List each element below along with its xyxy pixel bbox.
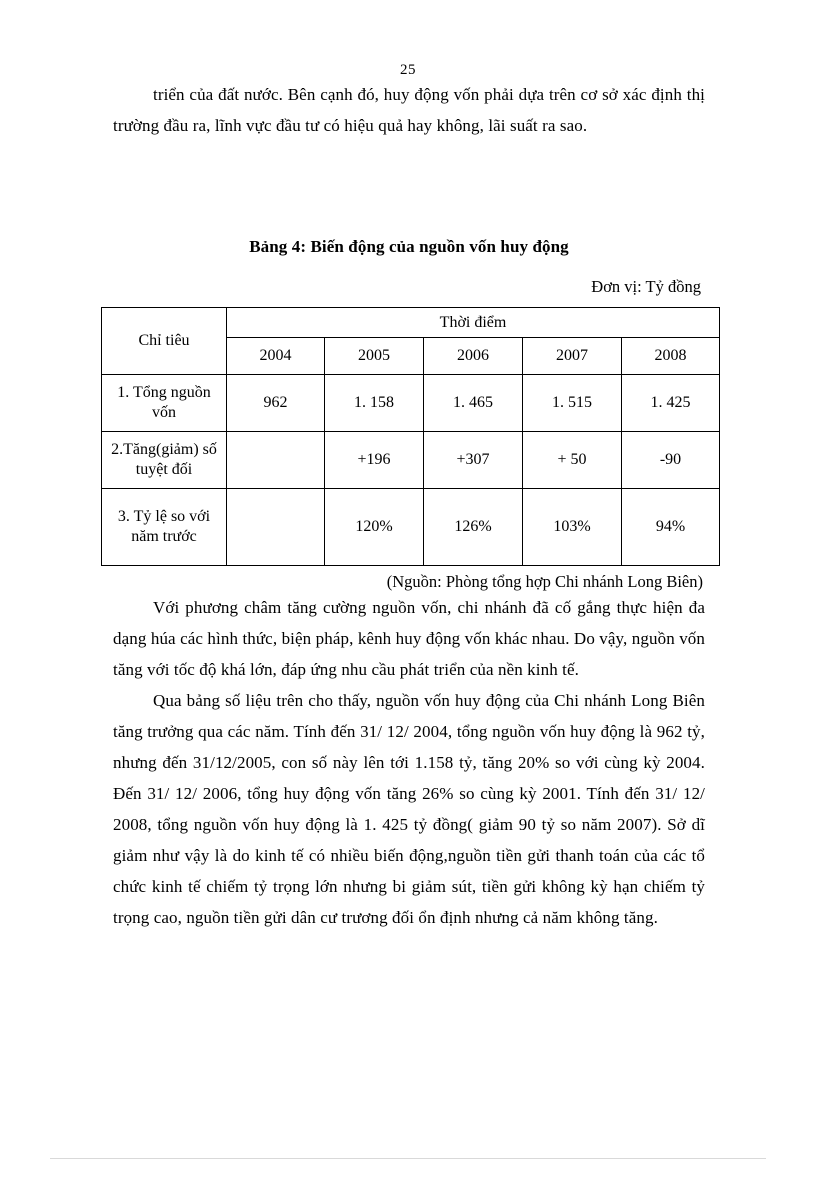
year-cell-2008: 2008 — [622, 338, 720, 375]
cell-total-2007: 1. 515 — [523, 375, 622, 432]
table-row — [102, 375, 720, 432]
cell-total-2006: 1. 465 — [424, 375, 523, 432]
capital-mobilization-table — [101, 307, 720, 566]
cell-total-2008: 1. 425 — [622, 375, 720, 432]
year-cell-2007: 2007 — [523, 338, 622, 375]
paragraph-intro: triển của đất nước. Bên cạnh đó, huy động vốn phải dựa trên cơ sở xác định thị trường đầu ra, lĩnh vực đầu tư có hiệu quả hay không, lãi suất ra sao. — [113, 85, 705, 135]
row-label-absolute-change: 2.Tăng(giảm) số tuyệt đối — [102, 432, 227, 489]
cell-ratio-2006: 126% — [424, 489, 523, 566]
page-number: 25 — [400, 62, 416, 78]
cell-ratio-2007: 103% — [523, 489, 622, 566]
footer-divider — [50, 1158, 766, 1159]
year-cell-2005: 2005 — [325, 338, 424, 375]
table-header-row — [102, 308, 720, 338]
paragraph-analysis-2: Qua bảng số liệu trên cho thấy, nguồn vốn huy động của Chi nhánh Long Biên tăng trưởng qua các năm. Tính đến 31/ 12/ 2004, tổng nguồn vốn huy động là 962 tỷ, nhưng đến 31/12/2005, con số này lên tới 1.158 tỷ, tăng 20% so với cùng kỳ 2004. Đến 31/ 12/ 2006, tổng huy động vốn tăng 26% so cùng kỳ 2001. Tính đến 31/ 12/ 2008, tổng nguồn vốn huy động là 1. 425 tỷ đồng( giảm 90 tỷ so năm 2007). Sở dĩ giảm như vậy là do kinh tế có nhiều biến động,nguồn tiền gửi thanh toán của các tổ chức kinh tế chiếm tỷ trọng lớn nhưng bi giảm sút, tiền gửi không kỳ hạn chiếm tỷ trọng cao, nguồn tiền gửi dân cư trương đối ổn định nhưng cả năm không tăng. — [113, 691, 705, 927]
cell-ratio-2005: 120% — [325, 489, 424, 566]
cell-change-2007: + 50 — [523, 432, 622, 489]
cell-change-2006: +307 — [424, 432, 523, 489]
page-content — [111, 79, 705, 933]
header-cell-criteria: Chỉ tiêu — [102, 308, 227, 375]
row-label-ratio-prev-year: 3. Tỷ lệ so với năm trước — [102, 489, 227, 566]
year-cell-2006: 2006 — [424, 338, 523, 375]
row-label-total-capital: 1. Tổng nguồn vốn — [102, 375, 227, 432]
cell-total-2004: 962 — [227, 375, 325, 432]
table-row — [102, 432, 720, 489]
header-cell-period: Thời điểm — [227, 308, 720, 338]
paragraph-analysis-1: Với phương châm tăng cường nguồn vốn, chi nhánh đã cố gắng thực hiện đa dạng húa các hình thức, biện pháp, kênh huy động vốn khác nhau. Do vậy, nguồn vốn tăng với tốc độ khá lớn, đáp ứng nhu cầu phát triển của nền kinh tế. — [113, 598, 705, 679]
cell-change-2004 — [227, 432, 325, 489]
table-title: Bảng 4: Biến động của nguồn vốn huy động — [249, 237, 569, 256]
document-page — [0, 62, 816, 1185]
cell-ratio-2004 — [227, 489, 325, 566]
table-unit-label: Đơn vị: Tỷ đồng — [591, 277, 701, 296]
table-source-note: (Nguồn: Phòng tổng hợp Chi nhánh Long Biên) — [386, 572, 703, 591]
cell-change-2008: -90 — [622, 432, 720, 489]
cell-total-2005: 1. 158 — [325, 375, 424, 432]
cell-ratio-2008: 94% — [622, 489, 720, 566]
table-row — [102, 489, 720, 566]
cell-change-2005: +196 — [325, 432, 424, 489]
year-cell-2004: 2004 — [227, 338, 325, 375]
